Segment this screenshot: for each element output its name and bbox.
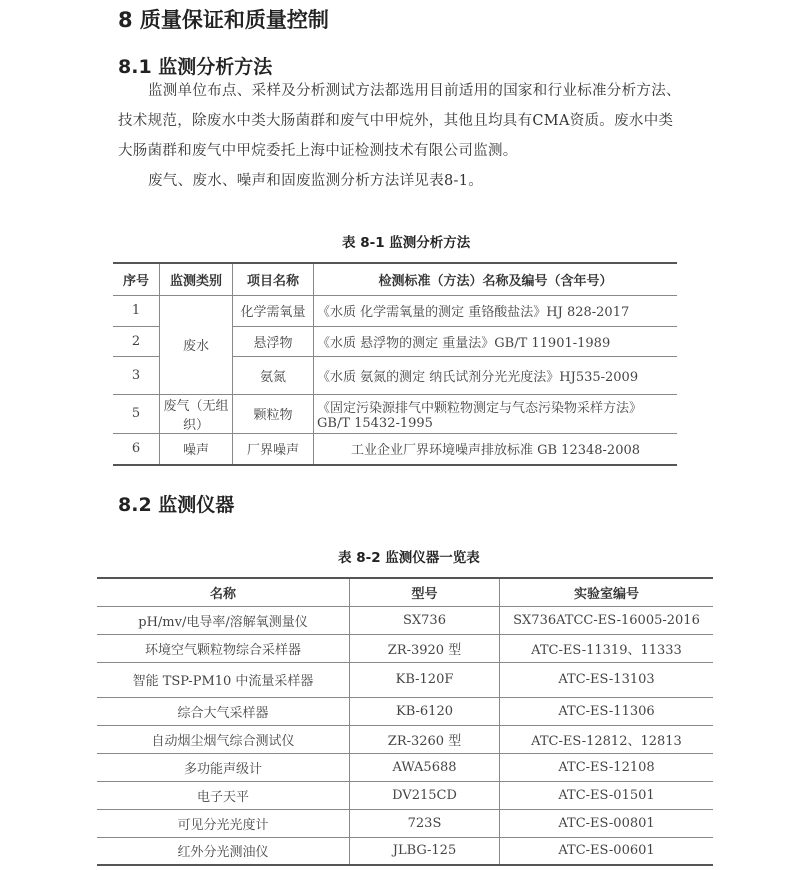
cell: ATC-ES-00801 bbox=[500, 809, 714, 837]
column-header: 序号 bbox=[113, 263, 160, 295]
cell: 电子天平 bbox=[97, 781, 350, 809]
cell: 废水 bbox=[160, 295, 233, 394]
body-text bbox=[118, 76, 688, 196]
cell: 多功能声级计 bbox=[97, 753, 350, 781]
cell: 氨氮 bbox=[233, 356, 314, 394]
table-row bbox=[113, 433, 677, 465]
cell: ATC-ES-12108 bbox=[500, 753, 714, 781]
table-header-row bbox=[113, 263, 677, 295]
cell: ATC-ES-13103 bbox=[500, 662, 714, 697]
cell: 6 bbox=[113, 433, 160, 465]
table-row bbox=[97, 606, 713, 634]
cell: 综合大气采样器 bbox=[97, 697, 350, 725]
cell: ATC-ES-11319、11333 bbox=[500, 634, 714, 662]
cell: 5 bbox=[113, 394, 160, 433]
cell: pH/mv/电导率/溶解氧测量仪 bbox=[97, 606, 350, 634]
cell: 1 bbox=[113, 295, 160, 326]
analysis-method-table bbox=[113, 262, 677, 466]
cell: 自动烟尘烟气综合测试仪 bbox=[97, 725, 350, 753]
cell: 可见分光光度计 bbox=[97, 809, 350, 837]
table-row bbox=[97, 662, 713, 697]
cell: ATC-ES-12812、12813 bbox=[500, 725, 714, 753]
table-caption: 表 8-1 监测分析方法 bbox=[342, 235, 471, 251]
cell: 颗粒物 bbox=[233, 394, 314, 433]
cell: ATC-ES-00601 bbox=[500, 837, 714, 865]
table-row bbox=[113, 394, 677, 433]
cell: ATC-ES-11306 bbox=[500, 697, 714, 725]
table-row bbox=[97, 725, 713, 753]
cell: ZR-3260 型 bbox=[350, 725, 500, 753]
cell: 3 bbox=[113, 356, 160, 394]
cell: 《水质 化学需氧量的测定 重铬酸盐法》HJ 828-2017 bbox=[314, 295, 678, 326]
cell: 厂界噪声 bbox=[233, 433, 314, 465]
instrument-table bbox=[97, 577, 713, 866]
cell: ATC-ES-01501 bbox=[500, 781, 714, 809]
cell: SX736ATCC-ES-16005-2016 bbox=[500, 606, 714, 634]
cell: 噪声 bbox=[160, 433, 233, 465]
table-header-row bbox=[97, 578, 713, 606]
cell: 废气（无组织） bbox=[160, 394, 233, 433]
paragraph: 废气、废水、噪声和固废监测分析方法详见表8-1。 bbox=[148, 173, 484, 189]
cell: AWA5688 bbox=[350, 753, 500, 781]
column-header: 型号 bbox=[350, 578, 500, 606]
table-caption: 表 8-2 监测仪器一览表 bbox=[338, 550, 480, 566]
cell: 《固定污染源排气中颗粒物测定与气态污染物采样方法》GB/T 15432-1995 bbox=[314, 394, 678, 433]
cell: 红外分光测油仪 bbox=[97, 837, 350, 865]
cell: 《水质 氨氮的测定 纳氏试剂分光光度法》HJ535-2009 bbox=[314, 356, 678, 394]
cell: 2 bbox=[113, 326, 160, 356]
column-header: 名称 bbox=[97, 578, 350, 606]
table-row bbox=[97, 753, 713, 781]
table-row bbox=[97, 634, 713, 662]
subsection-heading: 8.2 监测仪器 bbox=[118, 494, 235, 516]
cell: 723S bbox=[350, 809, 500, 837]
table-row bbox=[97, 781, 713, 809]
cell: 《水质 悬浮物的测定 重量法》GB/T 11901-1989 bbox=[314, 326, 678, 356]
paragraph: 监测单位布点、采样及分析测试方法都选用目前适用的国家和行业标准分析方法、技术规范，除废水中类大肠菌群和废气中甲烷外，其他且均具有CMA资质。废水中类大肠菌群和废气中甲烷委托上海中证检测技术有限公司监测。 bbox=[118, 83, 681, 159]
cell: 工业企业厂界环境噪声排放标准 GB 12348-2008 bbox=[314, 433, 678, 465]
table-row bbox=[97, 697, 713, 725]
table-row bbox=[97, 837, 713, 865]
cell: JLBG-125 bbox=[350, 837, 500, 865]
table-row bbox=[113, 295, 677, 326]
column-header: 检测标准（方法）名称及编号（含年号） bbox=[314, 263, 678, 295]
cell: 智能 TSP-PM10 中流量采样器 bbox=[97, 662, 350, 697]
cell: KB-6120 bbox=[350, 697, 500, 725]
cell: ZR-3920 型 bbox=[350, 634, 500, 662]
cell: 化学需氧量 bbox=[233, 295, 314, 326]
table-row bbox=[97, 809, 713, 837]
cell: KB-120F bbox=[350, 662, 500, 697]
subsection-heading: 8.1 监测分析方法 bbox=[118, 56, 273, 78]
cell: 环境空气颗粒物综合采样器 bbox=[97, 634, 350, 662]
column-header: 项目名称 bbox=[233, 263, 314, 295]
cell: DV215CD bbox=[350, 781, 500, 809]
column-header: 监测类别 bbox=[160, 263, 233, 295]
cell: 悬浮物 bbox=[233, 326, 314, 356]
cell: SX736 bbox=[350, 606, 500, 634]
section-heading: 8 质量保证和质量控制 bbox=[118, 8, 329, 32]
column-header: 实验室编号 bbox=[500, 578, 714, 606]
